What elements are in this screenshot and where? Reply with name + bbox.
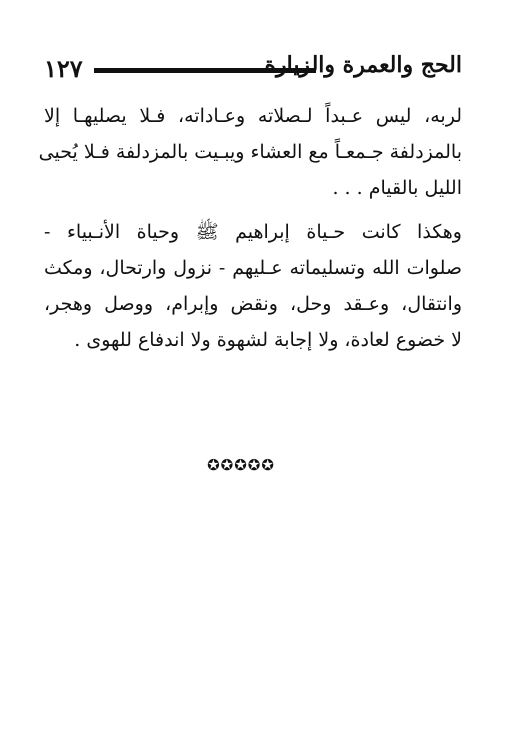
text-line: لربه، ليس عـبداً لـصلاته وعـاداته، فـلا يصليهـا إلا xyxy=(44,105,462,127)
body-text xyxy=(38,98,462,366)
paragraph-2 xyxy=(44,214,462,358)
text-line: بالمزدلفة جـمعـاً مع العشاء ويبـيت بالمزدلفة فـلا يُحيى xyxy=(38,141,462,163)
page-number: ١٢٧ xyxy=(44,54,83,83)
page-header xyxy=(44,48,462,88)
text-line: الليل بالقيام . . . xyxy=(332,177,462,199)
text-line: لا خضوع لعادة، ولا إجابة لشهوة ولا اندفاع للهوى . xyxy=(74,329,462,351)
paragraph-1 xyxy=(38,98,462,206)
text-line: صلوات الله وتسليماته عـليهم - نزول وارتحال، ومكث xyxy=(44,257,462,279)
text-line: وهكذا كانت حـياة إبراهيم ﷺ وحياة الأنـبياء - xyxy=(44,221,462,243)
running-title: الحج والعمرة والزيارة xyxy=(264,52,462,78)
section-ornament: ✪✪✪✪✪ xyxy=(207,456,275,474)
text-line: وانتقال، وعـقد وحل، ونقض وإبرام، ووصل وهجر، xyxy=(44,293,462,315)
